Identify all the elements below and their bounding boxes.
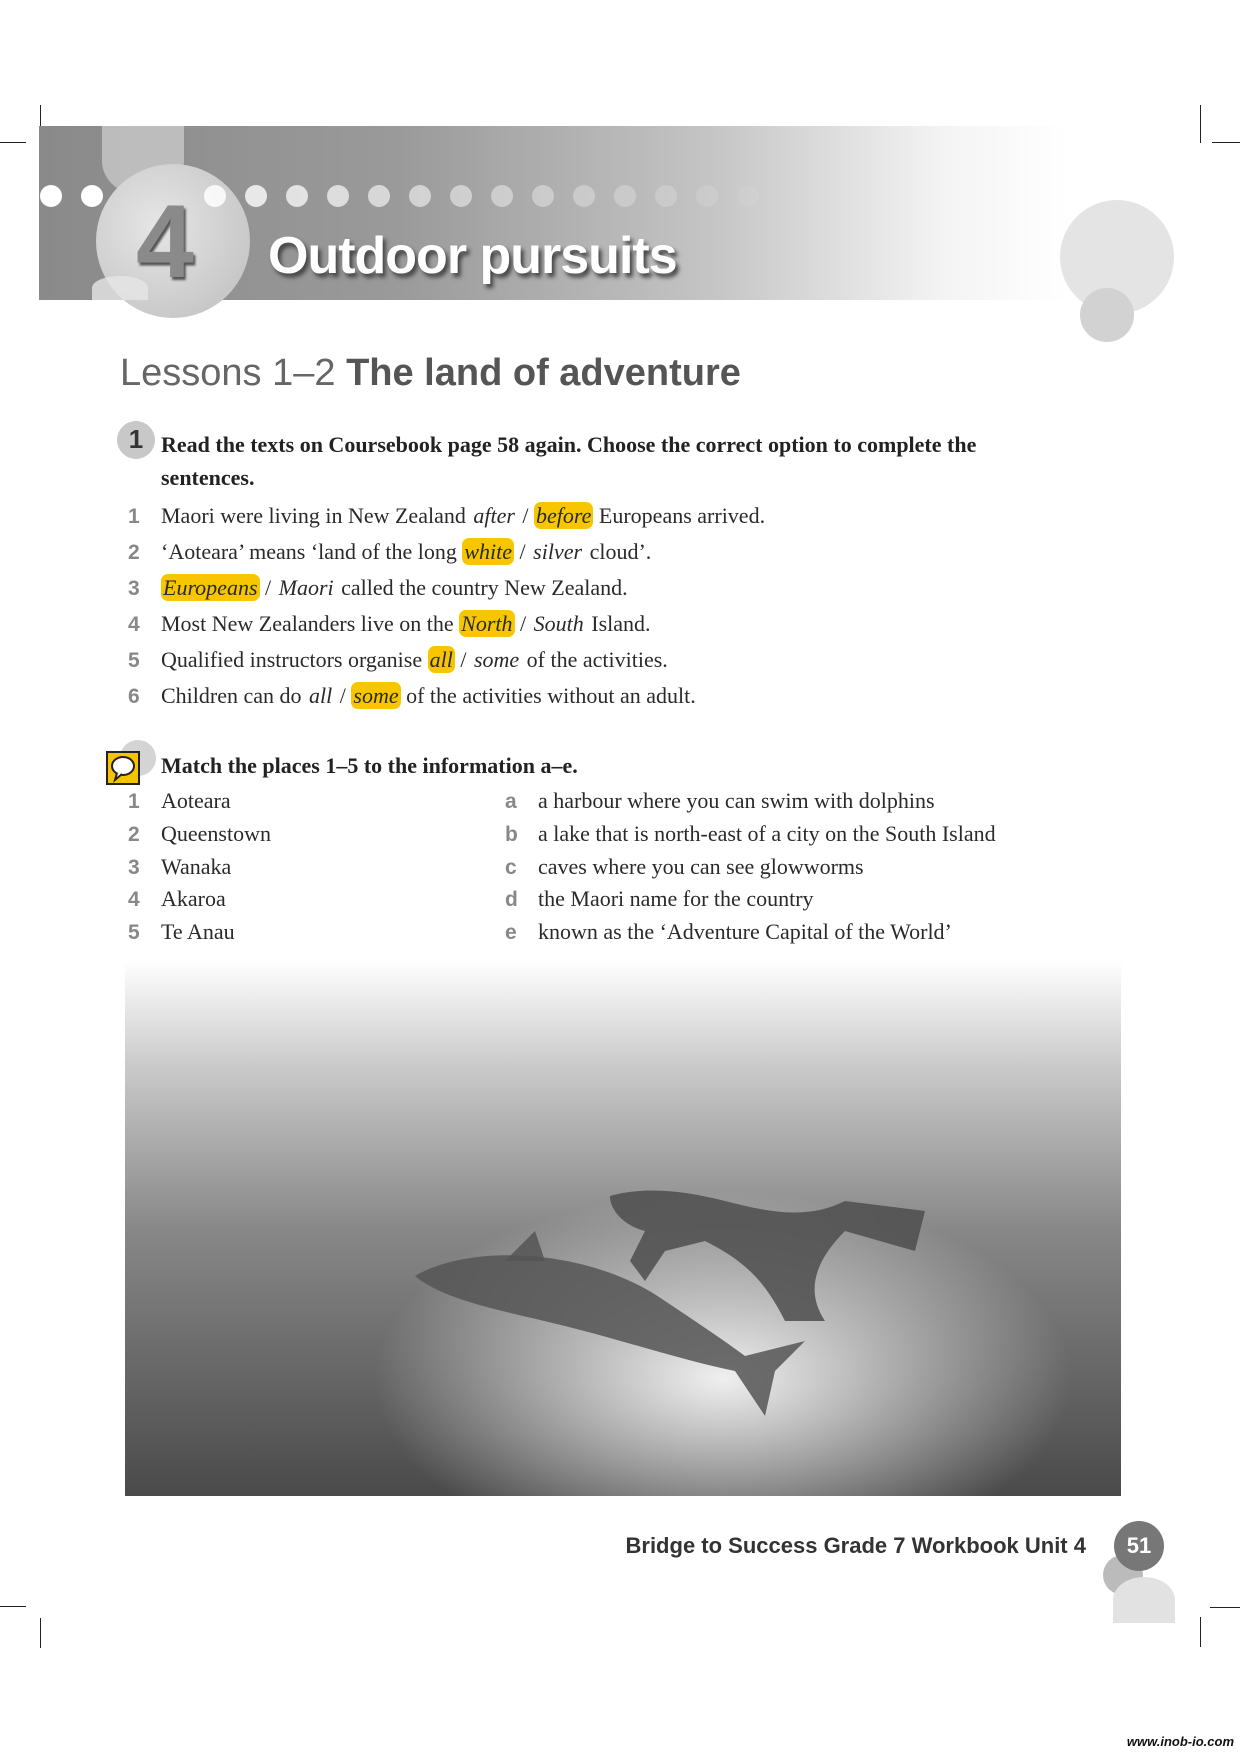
info-text: a lake that is north-east of a city on the South Island (538, 821, 996, 846)
sentence-before: Qualified instructors organise (161, 647, 428, 672)
decor-dot (327, 185, 349, 207)
lesson-heading (120, 352, 741, 395)
crop-mark (1210, 1607, 1240, 1608)
decor-dot (286, 185, 308, 207)
option-1[interactable]: after (473, 503, 515, 528)
item-number: 1 (128, 790, 140, 813)
place-name: Aoteara (161, 788, 231, 813)
item-number: 1 (128, 505, 140, 528)
option-separator: / (259, 575, 277, 600)
info-text: the Maori name for the country (538, 886, 814, 911)
sentence-item (128, 575, 628, 601)
option-2[interactable]: Maori (278, 575, 334, 600)
item-number: 4 (128, 888, 140, 911)
decor-dot (491, 185, 513, 207)
sentence-item (128, 683, 696, 709)
sentence-after: of the activities without an adult. (400, 683, 696, 708)
decor-dot (573, 185, 595, 207)
decor-dot (81, 185, 103, 207)
exercise-instruction: Match the places 1–5 to the information a–e. (161, 753, 578, 778)
unit-title: Outdoor pursuits (268, 227, 677, 285)
option-2[interactable]: before (536, 503, 592, 528)
decor-dot (368, 185, 390, 207)
decor-dot (614, 185, 636, 207)
option-separator: / (454, 647, 472, 672)
option-2[interactable]: silver (533, 539, 583, 564)
exercise-number-badge: 1 (117, 421, 155, 459)
sentence-item (128, 611, 651, 637)
speech-bubble-icon (106, 751, 140, 785)
option-separator: / (514, 611, 532, 636)
watermark: www.inob-io.com (1126, 1734, 1234, 1749)
place-item (128, 854, 231, 880)
option-1[interactable]: white (464, 539, 513, 564)
crop-mark (1212, 142, 1240, 143)
decor-circle (1113, 1577, 1175, 1623)
item-letter: d (505, 888, 518, 911)
sentence-after: of the activities. (521, 647, 668, 672)
option-1[interactable]: North (461, 611, 513, 636)
item-letter: e (505, 921, 517, 944)
lesson-prefix: Lessons 1–2 (120, 352, 336, 394)
item-number: 2 (128, 823, 140, 846)
option-1[interactable]: Europeans (163, 575, 258, 600)
place-item (128, 821, 271, 847)
info-item (505, 821, 996, 847)
sentence-before: Children can do (161, 683, 308, 708)
info-item (505, 886, 814, 912)
item-number: 2 (128, 541, 140, 564)
decor-dot (245, 185, 267, 207)
decor-circle (1080, 288, 1134, 342)
page-number: 51 (1114, 1521, 1164, 1571)
sentence-before: Maori were living in New Zealand (161, 503, 472, 528)
sentence-before: ‘Aoteara’ means ‘land of the long (161, 539, 463, 564)
info-text: a harbour where you can swim with dolphins (538, 788, 935, 813)
info-text: caves where you can see glowworms (538, 854, 864, 879)
item-letter: c (505, 856, 517, 879)
decor-dot (655, 185, 677, 207)
decor-dot (204, 185, 226, 207)
sentence-after: Europeans arrived. (593, 503, 766, 528)
info-item (505, 919, 952, 945)
crop-mark (0, 1606, 26, 1607)
info-item (505, 854, 864, 880)
sentence-item (128, 539, 651, 565)
lesson-title: The land of adventure (346, 352, 741, 394)
option-separator: / (334, 683, 352, 708)
place-item (128, 886, 226, 912)
crop-mark (1200, 1617, 1201, 1647)
decor-dot (409, 185, 431, 207)
place-item (128, 919, 235, 945)
item-number: 6 (128, 685, 140, 708)
option-1[interactable]: all (429, 647, 453, 672)
sentence-after: called the country New Zealand. (335, 575, 628, 600)
item-number: 3 (128, 577, 140, 600)
item-number: 5 (128, 649, 140, 672)
item-letter: b (505, 823, 518, 846)
place-item (128, 788, 231, 814)
sentence-after: Island. (585, 611, 651, 636)
decor-dot (40, 185, 62, 207)
decor-dot (532, 185, 554, 207)
item-letter: a (505, 790, 517, 813)
option-2[interactable]: some (353, 683, 399, 708)
option-1[interactable]: all (309, 683, 333, 708)
decor-dot (696, 185, 718, 207)
sentence-item (128, 503, 765, 529)
decor-dot (737, 185, 759, 207)
exercise-instruction: Read the texts on Coursebook page 58 again. Choose the correct option to complete the sentences. (161, 432, 977, 490)
info-text: known as the ‘Adventure Capital of the World’ (538, 919, 952, 944)
sentence-item (128, 647, 668, 673)
item-number: 4 (128, 613, 140, 636)
option-separator: / (516, 503, 535, 528)
unit-number: 4 (136, 184, 194, 300)
crop-mark (0, 142, 26, 143)
item-number: 3 (128, 856, 140, 879)
place-name: Queenstown (161, 821, 271, 846)
crop-mark (40, 1618, 41, 1648)
crop-mark (1200, 105, 1201, 143)
option-2[interactable]: South (533, 611, 584, 636)
decor-dot (450, 185, 472, 207)
item-number: 5 (128, 921, 140, 944)
dolphin-diver-photo (125, 961, 1121, 1496)
sentence-before: Most New Zealanders live on the (161, 611, 460, 636)
info-item (505, 788, 935, 814)
place-name: Te Anau (161, 919, 235, 944)
place-name: Akaroa (161, 886, 226, 911)
option-2[interactable]: some (473, 647, 520, 672)
place-name: Wanaka (161, 854, 232, 879)
sentence-after: cloud’. (584, 539, 652, 564)
option-separator: / (514, 539, 532, 564)
footer-book-title: Bridge to Success Grade 7 Workbook Unit 4 (625, 1533, 1086, 1558)
